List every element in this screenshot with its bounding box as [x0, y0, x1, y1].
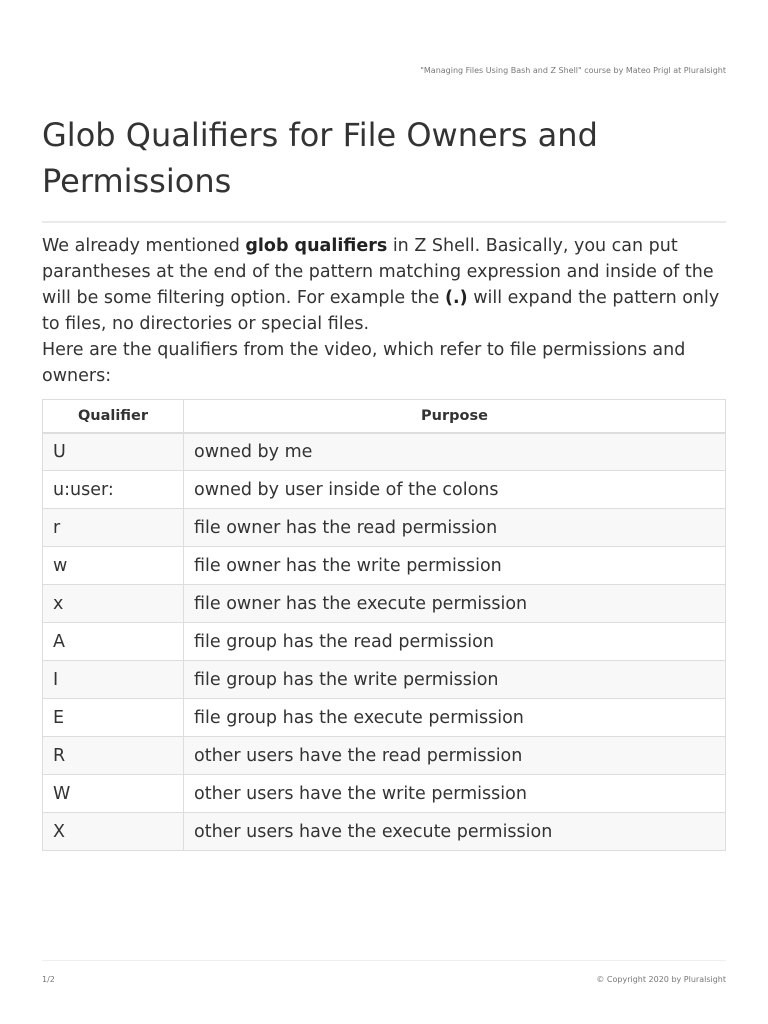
table-header-row — [43, 400, 726, 433]
page-number: 1/2 — [42, 975, 55, 984]
intro-paragraph-2: Here are the qualifiers from the video, which refer to file permissions and owners: — [42, 340, 686, 386]
qualifier-cell: x — [43, 585, 184, 623]
purpose-cell: file group has the read permission — [184, 623, 726, 661]
qualifier-cell: w — [43, 547, 184, 585]
qualifier-cell: U — [43, 433, 184, 471]
intro-text-3: will expand the pattern only to files, no directories or special files. — [42, 288, 720, 334]
table-row — [43, 471, 726, 509]
qualifier-cell: r — [43, 509, 184, 547]
purpose-cell: file owner has the write permission — [184, 547, 726, 585]
table-row — [43, 813, 726, 851]
purpose-cell: file group has the execute permission — [184, 699, 726, 737]
purpose-cell: owned by me — [184, 433, 726, 471]
course-attribution: "Managing Files Using Bash and Z Shell" course by Mateo Prigl at Pluralsight — [420, 66, 726, 75]
purpose-cell: other users have the write permission — [184, 775, 726, 813]
footer-divider — [42, 960, 726, 961]
table-row — [43, 775, 726, 813]
qualifier-cell: u:user: — [43, 471, 184, 509]
intro-text-2: in Z Shell. Basically, you can put parantheses at the end of the pattern matching expression and inside of the will be some filtering option. For example the — [42, 236, 714, 308]
header-qualifier: Qualifier — [43, 400, 184, 433]
qualifier-cell: I — [43, 661, 184, 699]
qualifiers-table — [42, 399, 726, 851]
copyright-notice: © Copyright 2020 by Pluralsight — [596, 975, 726, 984]
intro-paragraph — [42, 233, 726, 337]
table-row — [43, 661, 726, 699]
table-row — [43, 547, 726, 585]
table-row — [43, 623, 726, 661]
purpose-cell: other users have the read permission — [184, 737, 726, 775]
purpose-cell: owned by user inside of the colons — [184, 471, 726, 509]
table-row — [43, 737, 726, 775]
page-title: Glob Qualifiers for File Owners and Permissions — [42, 112, 726, 223]
glob-qualifiers-term: glob qualifiers — [245, 236, 388, 256]
table-row — [43, 585, 726, 623]
qualifier-cell: A — [43, 623, 184, 661]
main-content — [42, 233, 726, 851]
qualifier-cell: E — [43, 699, 184, 737]
qualifier-cell: X — [43, 813, 184, 851]
purpose-cell: file group has the write permission — [184, 661, 726, 699]
qualifier-cell: R — [43, 737, 184, 775]
table-row — [43, 699, 726, 737]
intro-text-1: We already mentioned — [42, 236, 246, 256]
table-row — [43, 509, 726, 547]
purpose-cell: file owner has the read permission — [184, 509, 726, 547]
purpose-cell: file owner has the execute permission — [184, 585, 726, 623]
header-purpose: Purpose — [184, 400, 726, 433]
purpose-cell: other users have the execute permission — [184, 813, 726, 851]
table-row — [43, 433, 726, 471]
qualifier-cell: W — [43, 775, 184, 813]
dot-qualifier-example: (.) — [444, 288, 468, 308]
